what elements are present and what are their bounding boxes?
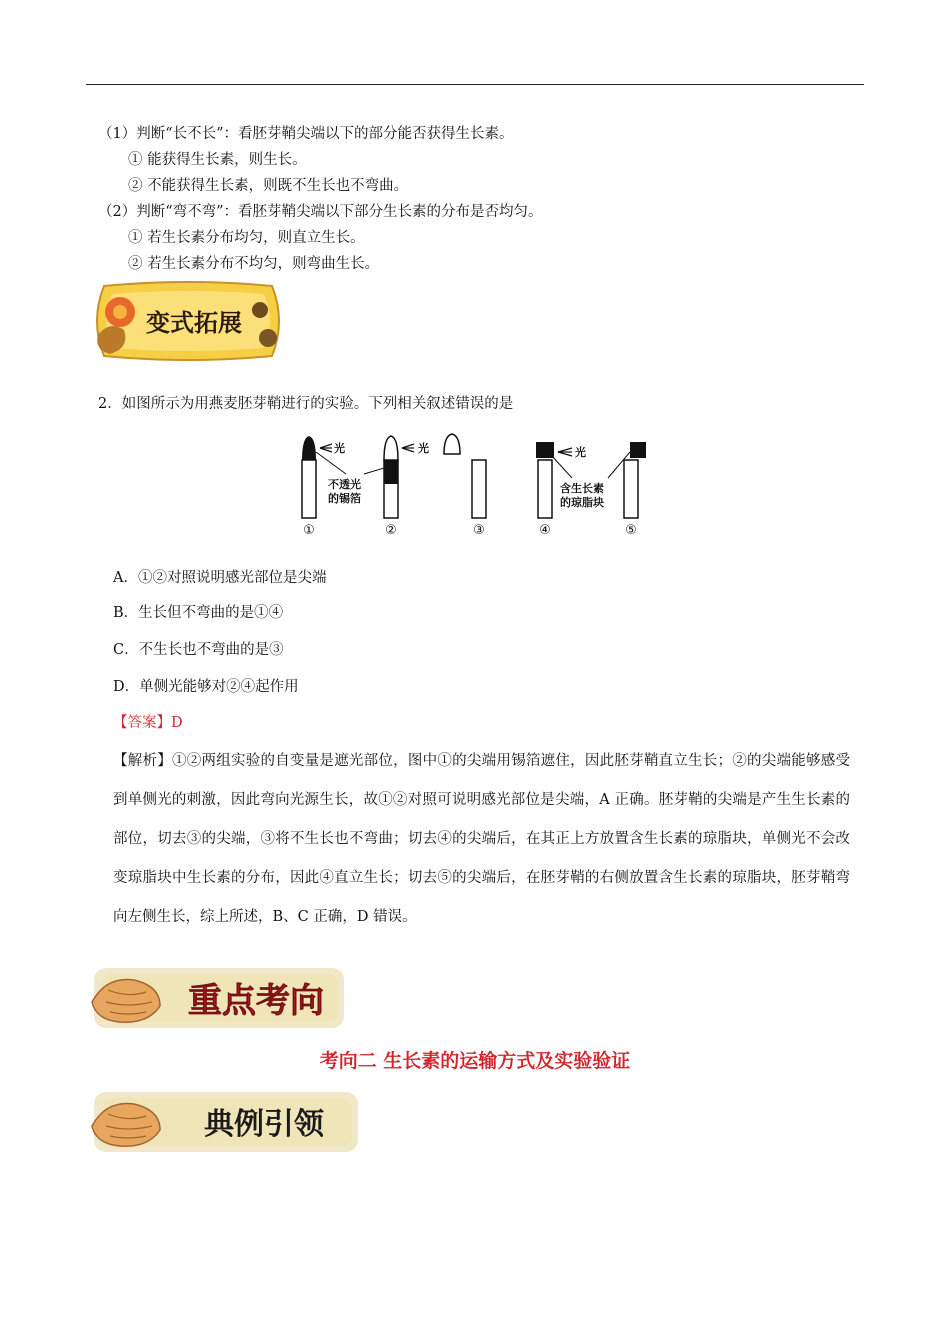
agar-note-line2: 的琼脂块 — [560, 496, 604, 509]
foil-note-line2: 的锡箔 — [328, 492, 361, 505]
question-stem: 2．如图所示为用燕麦胚芽鞘进行的实验。下列相关叙述错误的是 — [98, 396, 514, 412]
section-heading: 考向二 生长素的运输方式及实验验证 — [319, 1050, 631, 1072]
example-banner-title: 典例引领 — [204, 1107, 324, 1142]
light-label-4: 光 — [575, 446, 586, 459]
figure-label-4: ④ — [539, 523, 551, 538]
light-label-2: 光 — [418, 442, 429, 455]
analysis-paragraph: 【解析】①②两组实验的自变量是遮光部位，图中①的尖端用锡箔遮住，因此胚芽鞘直立生长；②的尖端能够感受到单侧光的刺激，因此弯向光源生长，故①②对照可说明感光部位是尖端，A 正确。胚芽鞘的尖端是产生生长素的部位，切去③的尖端，③将不生长也不弯曲；切去④的尖端后，在其正上方放置含生长素的琼脂块，单侧光不会改变琼脂块中生长素的分布，因此④直立生长；切去⑤的尖端后，在胚芽鞘的右侧放置含生长素的琼脂块，胚芽鞘弯向左侧生长，综上所述，B、C 正确，D 错误。 — [113, 753, 850, 925]
coleoptile-3 — [472, 460, 486, 518]
cut-tip-3 — [444, 434, 460, 454]
header-rule — [86, 84, 864, 85]
experiment-figure — [290, 432, 650, 540]
variant-banner-title: 变式拓展 — [146, 308, 242, 337]
figure-label-2: ② — [385, 523, 397, 538]
option-b: B．生长但不弯曲的是①④ — [113, 605, 284, 621]
figure-label-3: ③ — [473, 523, 485, 538]
option-c: C．不生长也不弯曲的是③ — [113, 642, 284, 658]
figure-label-5: ⑤ — [625, 523, 637, 538]
coleoptile-5 — [624, 460, 638, 518]
intro-line-1b: ② 不能获得生长素，则既不生长也不弯曲。 — [128, 178, 409, 194]
option-a: A．①②对照说明感光部位是尖端 — [113, 570, 327, 586]
coleoptile-1 — [302, 460, 316, 518]
intro-line-2a: ① 若生长素分布均匀，则直立生长。 — [128, 230, 365, 246]
answer-line — [113, 713, 183, 733]
intro-line-1: （1）判断“长不长”：看胚芽鞘尖端以下的部分能否获得生长素。 — [98, 126, 514, 142]
agar-block-5 — [630, 442, 646, 458]
option-d: D．单侧光能够对②④起作用 — [113, 679, 299, 695]
foil-band-2 — [384, 460, 398, 484]
intro-line-2b: ② 若生长素分布不均匀，则弯曲生长。 — [128, 256, 380, 272]
answer-value: D — [171, 715, 183, 731]
example-banner — [88, 1086, 364, 1158]
agar-block-4 — [536, 442, 554, 458]
foil-cap-1 — [302, 436, 316, 460]
answer-label: 【答案】 — [113, 715, 171, 731]
variant-banner — [90, 280, 286, 362]
key-banner — [88, 962, 350, 1034]
figure-label-1: ① — [303, 523, 315, 538]
key-banner-title: 重点考向 — [188, 981, 324, 1021]
light-label-1: 光 — [334, 442, 345, 455]
intro-line-2: （2）判断“弯不弯”：看胚芽鞘尖端以下部分生长素的分布是否均匀。 — [98, 204, 543, 220]
coleoptile-4 — [538, 460, 552, 518]
agar-note-line1: 含生长素 — [560, 482, 604, 495]
intro-line-1a: ① 能获得生长素，则生长。 — [128, 152, 307, 168]
foil-note-line1: 不透光 — [328, 478, 361, 491]
